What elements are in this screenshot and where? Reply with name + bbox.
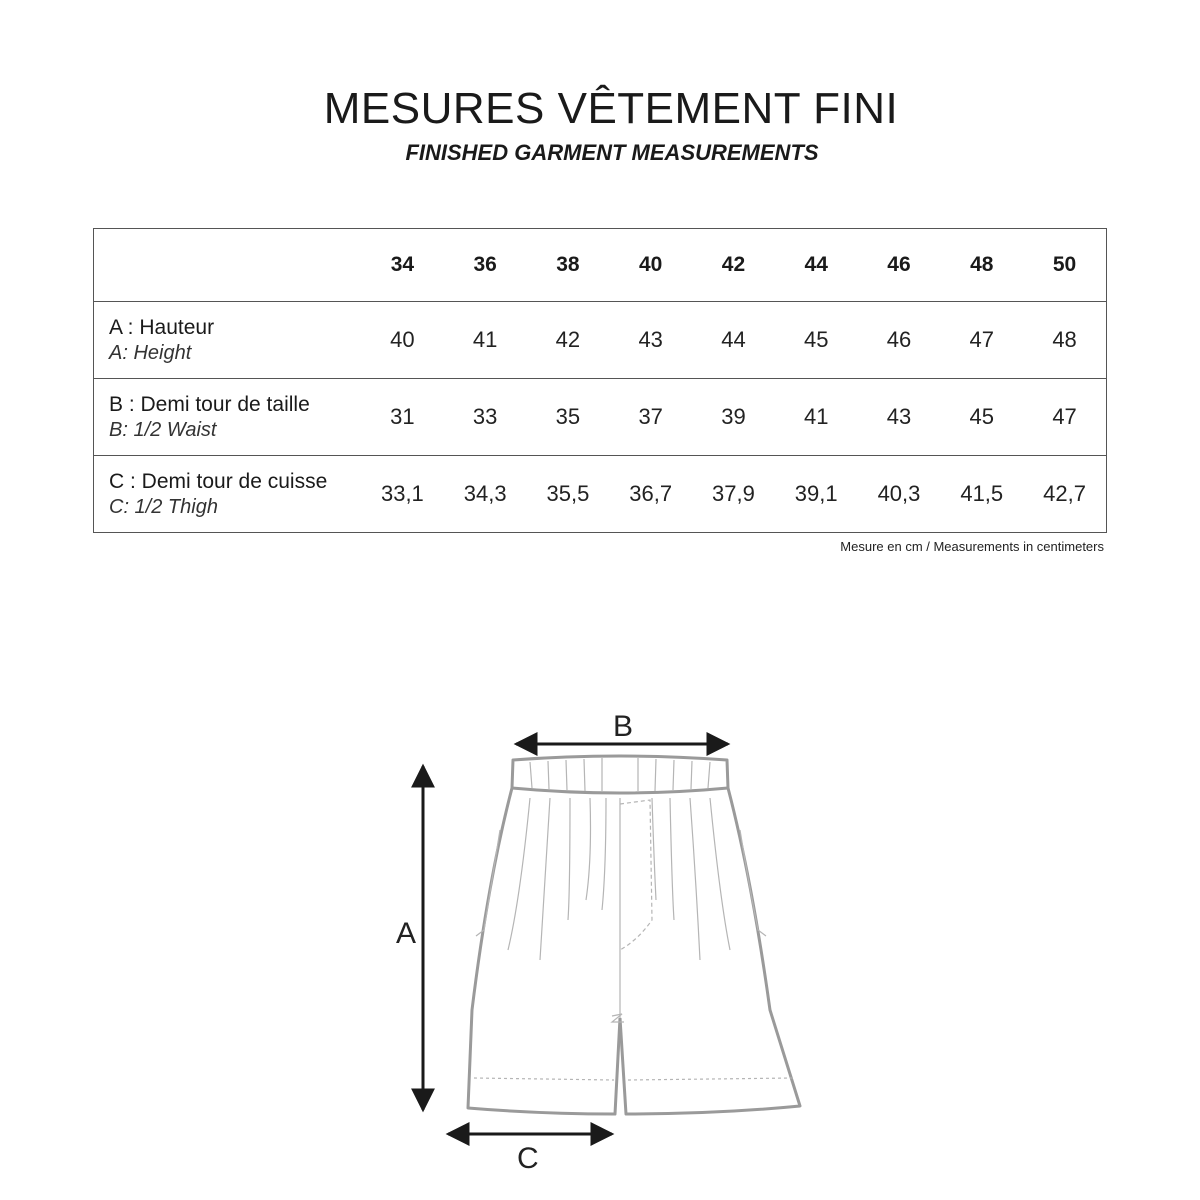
table-row-height [94,302,1107,379]
size-header: 42 [721,253,746,276]
size-header: 50 [1052,253,1077,276]
size-header: 44 [804,253,828,276]
page-subtitle: FINISHED GARMENT MEASUREMENTS [405,140,819,165]
row-label [94,379,362,456]
page-title: MESURES VÊTEMENT FINI [323,84,899,133]
table-corner-cell [94,229,362,302]
table-header-row [94,229,1107,302]
row-label-en: A: Height [109,342,192,364]
table-cell: 35 [555,404,581,429]
table-cell: 35,5 [546,481,590,506]
row-label [94,302,362,379]
table-cell: 37,9 [712,481,755,506]
units-note: Mesure en cm / Measurements in centimeters [840,539,1104,554]
table-cell: 41,5 [960,481,1004,506]
waistband [512,756,728,793]
table-cell: 43 [638,327,663,352]
table-cell: 43 [886,404,912,429]
table-cell: 31 [390,404,415,429]
table-row-thigh [94,456,1107,533]
left-leg [468,788,620,1114]
right-leg [620,788,800,1114]
table-cell: 36,7 [629,481,673,506]
table-cell: 37 [638,404,663,429]
table-cell: 39,1 [794,481,838,506]
shorts-outline [468,756,800,1114]
shorts-flat-sketch-icon [380,700,840,1180]
row-label-fr: A : Hauteur [109,316,215,339]
table-row-waist [94,379,1107,456]
shorts-details [474,758,794,1080]
size-header: 34 [390,253,415,276]
row-label-fr: B : Demi tour de taille [109,393,310,416]
row-label [94,456,362,533]
table-cell: 34,3 [463,481,507,506]
size-header: 40 [639,253,663,276]
label-c: C [517,1142,539,1175]
table-cell: 42 [555,327,581,352]
table-cell: 47 [1052,404,1077,429]
table-cell: 41 [472,327,498,352]
row-label-en: B: 1/2 Waist [109,419,217,441]
table-cell: 39 [721,404,746,429]
table-cell: 33,1 [380,481,424,506]
table-cell: 45 [803,327,829,352]
label-b: B [613,710,634,743]
size-header: 46 [887,253,911,276]
table-cell: 41 [803,404,829,429]
table-cell: 44 [721,327,746,352]
table-cell: 47 [969,327,994,352]
table-cell: 46 [886,327,912,352]
table-cell: 45 [969,404,994,429]
label-a: A [396,917,417,950]
row-label-en: C: 1/2 Thigh [109,496,218,518]
size-header: 48 [970,253,994,276]
measurements-table [93,228,1107,533]
table-cell: 42,7 [1043,481,1086,506]
size-header: 38 [556,253,580,276]
row-label-fr: C : Demi tour de cuisse [109,470,328,493]
size-header: 36 [473,253,497,276]
table-cell: 40 [390,327,415,352]
table-cell: 48 [1052,327,1077,352]
table-cell: 40,3 [877,481,921,506]
table-cell: 33 [472,404,498,429]
